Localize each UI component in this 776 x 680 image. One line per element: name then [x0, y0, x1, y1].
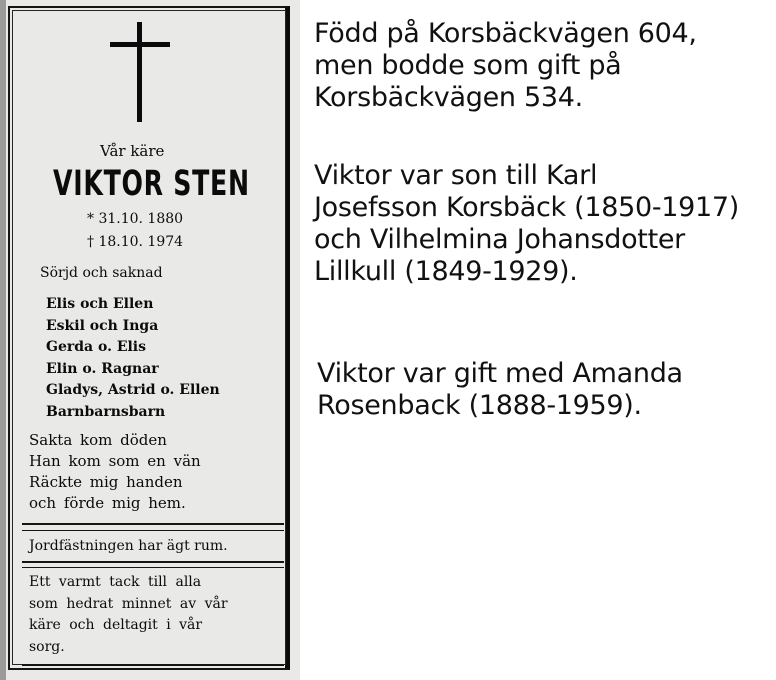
memorial-poem — [29, 430, 201, 514]
mourner-item: Gerda o. Elis — [46, 339, 147, 355]
note-line: Viktor var son till Karl — [314, 160, 598, 191]
note-line: men bodde som gift på — [314, 50, 622, 81]
poem-line: Räckte mig handen — [29, 473, 183, 491]
cross-icon — [110, 22, 172, 122]
burial-note: Jordfästningen har ägt rum. — [29, 538, 228, 554]
divider — [22, 664, 284, 666]
poem-line: Han kom som en vän — [29, 452, 201, 470]
birthplace-paragraph — [314, 18, 697, 114]
mourner-item: Gladys, Astrid o. Ellen — [46, 382, 220, 398]
birth-date: * 31.10. 1880 — [87, 211, 184, 227]
thanks-line: som hedrat minnet av vår — [29, 595, 228, 612]
note-line: Född på Korsbäckvägen 604, — [314, 18, 697, 49]
spouse-paragraph — [317, 358, 683, 422]
note-line: Korsbäckvägen 534. — [314, 82, 583, 113]
note-line: Viktor var gift med Amanda — [317, 358, 683, 389]
mourner-item: Elis och Ellen — [46, 296, 154, 312]
sorrow-line: Sörjd och saknad — [40, 265, 163, 281]
mourners-list — [46, 294, 220, 423]
divider — [22, 530, 284, 531]
note-line: Josefsson Korsbäck (1850-1917) — [314, 192, 740, 223]
note-line: Rosenback (1888-1959). — [317, 390, 642, 421]
mourner-item: Elin o. Ragnar — [46, 360, 159, 377]
death-date: † 18.10. 1974 — [87, 234, 184, 250]
thanks-line: sorg. — [29, 638, 65, 655]
note-line: Lillkull (1849-1929). — [314, 256, 578, 287]
deceased-name: VIKTOR STEN — [53, 164, 250, 204]
divider — [22, 561, 284, 563]
mourner-item: Barnbarnsbarn — [46, 403, 166, 420]
divider — [22, 523, 284, 525]
poem-line: och förde mig hem. — [29, 494, 186, 512]
mourner-item: Eskil och Inga — [46, 317, 159, 334]
thanks-note — [29, 572, 228, 658]
poem-line: Sakta kom döden — [29, 431, 167, 449]
obituary-intro: Vår käre — [100, 142, 165, 160]
thanks-line: käre och deltagit i vår — [29, 617, 203, 633]
thanks-line: Ett varmt tack till alla — [29, 574, 202, 590]
obituary-clipping — [0, 0, 300, 680]
divider — [22, 567, 284, 568]
note-line: och Vilhelmina Johansdotter — [314, 224, 685, 255]
parents-paragraph — [314, 160, 739, 288]
